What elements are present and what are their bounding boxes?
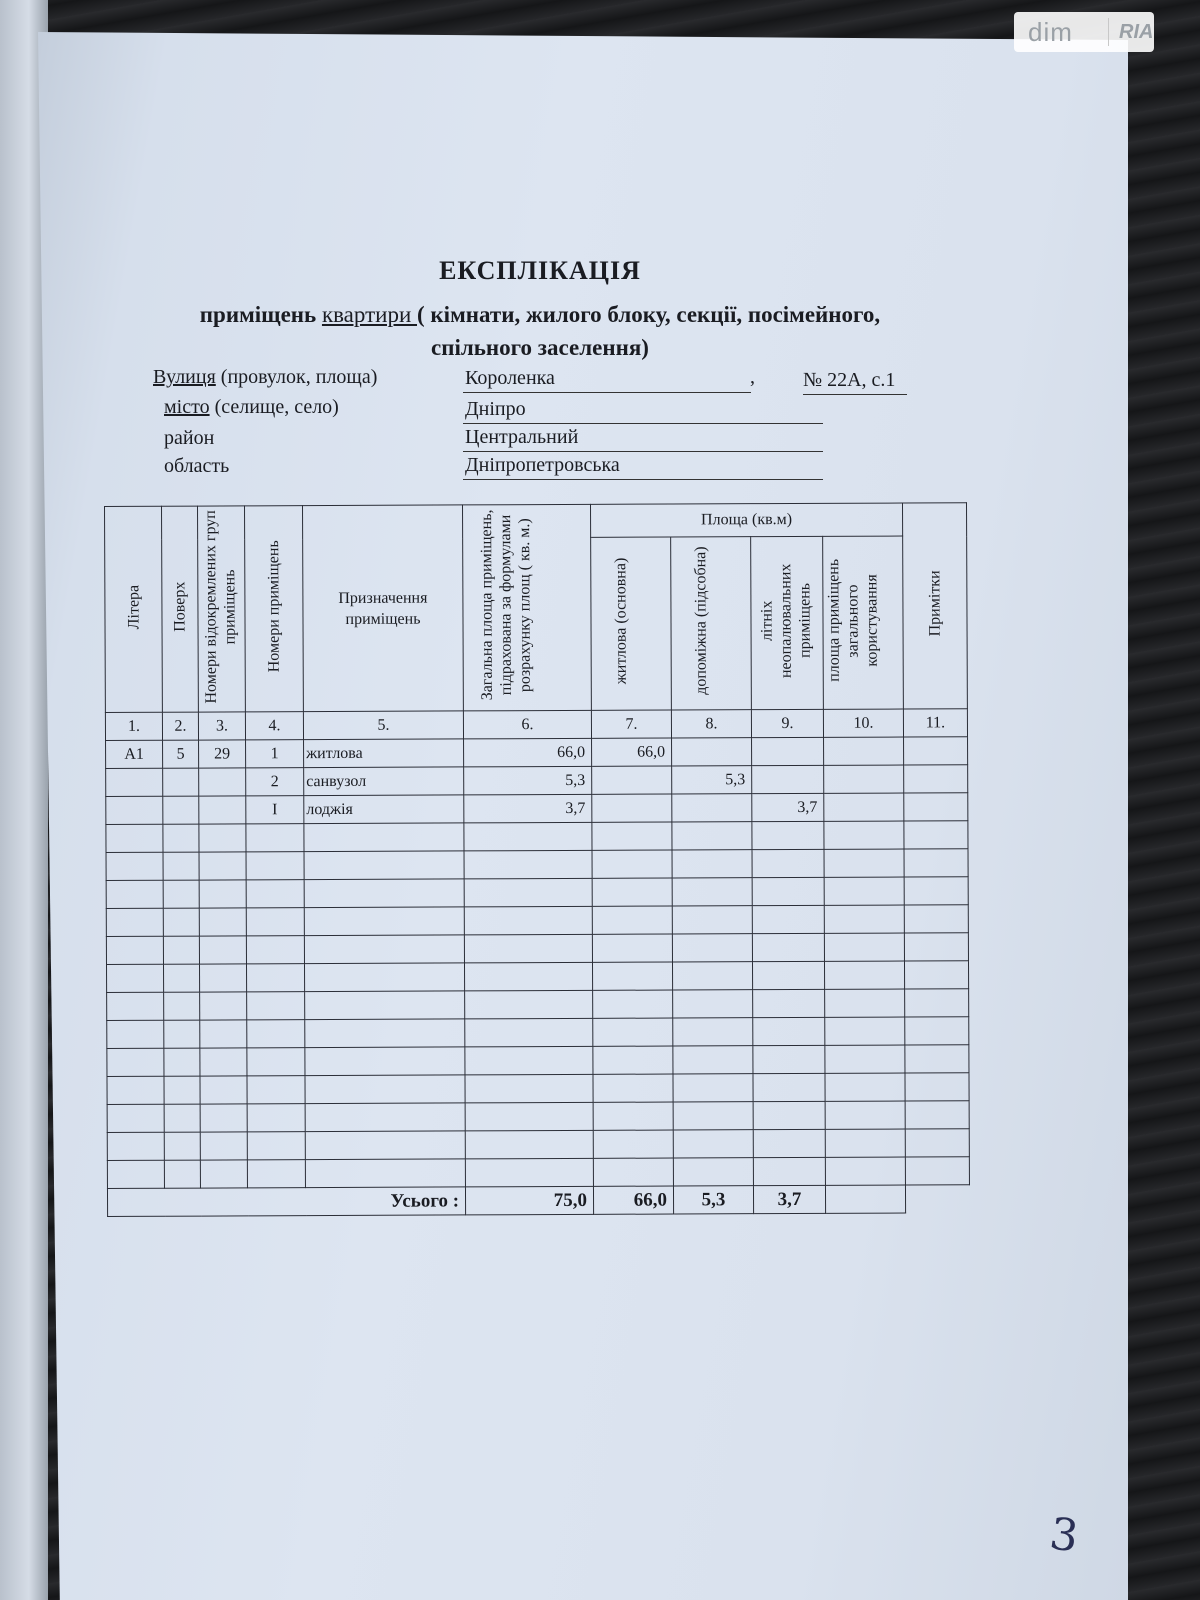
blank-cell — [199, 936, 246, 964]
blank-cell — [246, 964, 304, 992]
city-field: Дніпро — [463, 397, 823, 424]
blank-cell — [752, 933, 824, 961]
cell-purpose: житлова — [304, 739, 464, 768]
blank-cell — [593, 1102, 673, 1130]
blank-cell — [825, 1157, 905, 1185]
blank-cell — [593, 1074, 673, 1102]
total-empty — [905, 1185, 969, 1213]
cell-litera — [106, 768, 163, 796]
blank-cell — [163, 880, 199, 908]
blank-cell — [824, 933, 904, 961]
cell-purpose: лоджія — [304, 795, 464, 824]
blank-row — [107, 1073, 969, 1105]
blank-cell — [464, 822, 592, 851]
blank-cell — [904, 961, 968, 989]
blank-cell — [752, 877, 824, 905]
blank-cell — [164, 1160, 200, 1188]
blank-cell — [304, 963, 464, 992]
table-row — [106, 765, 968, 797]
blank-cell — [304, 935, 464, 964]
header-living: житлова (основна) — [591, 537, 672, 710]
blank-cell — [905, 1129, 969, 1157]
blank-cell — [107, 992, 164, 1020]
cell-aux — [672, 738, 752, 766]
blank-cell — [199, 824, 246, 852]
cell-notes — [904, 793, 968, 821]
blank-cell — [593, 1130, 673, 1158]
blank-cell — [752, 961, 824, 989]
blank-cell — [246, 824, 304, 852]
blank-cell — [304, 907, 464, 936]
blank-cell — [753, 989, 825, 1017]
blank-cell — [593, 1158, 673, 1186]
blank-cell — [904, 905, 968, 933]
blank-cell — [246, 936, 304, 964]
blank-cell — [752, 821, 824, 849]
table-row — [106, 737, 968, 769]
col-num: 5. — [303, 711, 463, 740]
blank-cell — [199, 852, 246, 880]
watermark-dim: dim — [1028, 16, 1073, 47]
blank-cell — [305, 1103, 465, 1132]
blank-cell — [106, 824, 163, 852]
header-litera: Літера — [105, 506, 163, 712]
blank-cell — [246, 908, 304, 936]
street-label-main: Вулиця — [153, 366, 216, 388]
blank-cell — [753, 1045, 825, 1073]
blank-cell — [106, 880, 163, 908]
blank-cell — [825, 1129, 905, 1157]
blank-cell — [593, 990, 673, 1018]
blank-cell — [824, 905, 904, 933]
blank-cell — [164, 992, 200, 1020]
blank-cell — [825, 1045, 905, 1073]
blank-cell — [305, 1047, 465, 1076]
blank-cell — [305, 1019, 465, 1048]
blank-cell — [305, 1159, 465, 1188]
col-num: 2. — [162, 712, 198, 740]
header-common: площа приміщень загального користування — [823, 536, 904, 709]
blank-cell — [107, 964, 164, 992]
cell-room: 1 — [246, 740, 304, 768]
blank-cell — [825, 1073, 905, 1101]
cell-common — [824, 793, 904, 821]
total-sum: 75,0 — [465, 1186, 593, 1215]
document-subtitle — [130, 298, 950, 364]
blank-row — [106, 849, 968, 881]
blank-cell — [673, 1102, 753, 1130]
blank-cell — [305, 991, 465, 1020]
blank-cell — [904, 877, 968, 905]
cell-purpose: санвузол — [304, 767, 464, 796]
blank-cell — [164, 1132, 200, 1160]
blank-cell — [753, 1101, 825, 1129]
blank-cell — [904, 933, 968, 961]
watermark-ria: RIA — [1119, 20, 1154, 43]
blank-cell — [199, 880, 246, 908]
cell-common — [824, 737, 904, 765]
col-num: 8. — [671, 710, 751, 738]
blank-cell — [825, 1101, 905, 1129]
blank-cell — [164, 964, 200, 992]
cell-litera: А1 — [106, 740, 163, 768]
blank-cell — [304, 851, 464, 880]
col-num: 10. — [823, 709, 903, 737]
blank-cell — [246, 852, 304, 880]
blank-cell — [199, 908, 246, 936]
page-number-handwritten: 3 — [1046, 1508, 1082, 1563]
subtitle-line1-rest: ( кімнати, жилого блоку, секції, посімейного, — [417, 302, 881, 327]
blank-cell — [247, 992, 305, 1020]
blank-cell — [305, 1075, 465, 1104]
blank-cell — [465, 1130, 593, 1159]
blank-row — [106, 933, 968, 965]
blank-cell — [753, 1017, 825, 1045]
blank-cell — [904, 821, 968, 849]
blank-cell — [905, 989, 969, 1017]
blank-cell — [200, 992, 247, 1020]
blank-row — [107, 989, 969, 1021]
blank-cell — [106, 936, 163, 964]
header-groups: Номери відокремлених груп приміщень — [198, 506, 246, 712]
header-notes: Примітки — [902, 503, 967, 709]
blank-cell — [199, 964, 246, 992]
blank-cell — [163, 852, 199, 880]
header-auxiliary: допоміжна (підсобна) — [671, 537, 752, 710]
blank-cell — [107, 1104, 164, 1132]
header-purpose: Призначення приміщень — [303, 505, 464, 712]
blank-cell — [673, 1074, 753, 1102]
blank-cell — [164, 1020, 200, 1048]
blank-cell — [672, 934, 752, 962]
blank-cell — [752, 849, 824, 877]
cell-total: 66,0 — [464, 738, 592, 767]
blank-cell — [825, 989, 905, 1017]
city-label-main: місто — [164, 396, 210, 418]
city-label — [164, 396, 339, 419]
blank-cell — [304, 823, 464, 852]
blank-row — [106, 821, 968, 853]
blank-cell — [107, 1048, 164, 1076]
blank-cell — [465, 990, 593, 1019]
col-num: 7. — [591, 710, 671, 738]
cell-notes — [904, 737, 968, 765]
blank-cell — [465, 1018, 593, 1047]
blank-cell — [247, 1076, 305, 1104]
cell-total: 3,7 — [464, 794, 592, 823]
blank-cell — [465, 1046, 593, 1075]
blank-cell — [247, 1048, 305, 1076]
blank-cell — [107, 1020, 164, 1048]
blank-row — [107, 1129, 969, 1161]
header-rooms: Номери приміщень — [245, 506, 304, 712]
cell-aux: 5,3 — [672, 766, 752, 794]
cell-total: 5,3 — [464, 766, 592, 795]
blank-cell — [464, 878, 592, 907]
blank-cell — [592, 878, 672, 906]
blank-cell — [753, 1129, 825, 1157]
blank-cell — [593, 1018, 673, 1046]
cell-room: 2 — [246, 768, 304, 796]
city-label-rest: (селище, село) — [209, 396, 339, 418]
blank-cell — [592, 934, 672, 962]
blank-cell — [464, 962, 592, 991]
blank-cell — [200, 1076, 247, 1104]
cell-group: 29 — [199, 740, 246, 768]
blank-cell — [247, 1104, 305, 1132]
total-summer: 3,7 — [753, 1185, 825, 1213]
total-aux: 5,3 — [673, 1186, 753, 1214]
street-field: Короленка — [463, 366, 751, 393]
column-numbers-row — [105, 709, 967, 741]
blank-cell — [673, 1018, 753, 1046]
blank-cell — [247, 1020, 305, 1048]
blank-cell — [247, 1132, 305, 1160]
cell-group — [199, 768, 246, 796]
blank-cell — [200, 1104, 247, 1132]
blank-cell — [246, 880, 304, 908]
blank-cell — [673, 990, 753, 1018]
district-field: Центральний — [463, 425, 823, 452]
blank-cell — [753, 1157, 825, 1185]
total-row — [107, 1185, 969, 1217]
col-num: 3. — [198, 712, 245, 740]
col-num: 9. — [751, 709, 823, 737]
blank-cell — [824, 821, 904, 849]
blank-cell — [672, 822, 752, 850]
document-title: ЕКСПЛІКАЦІЯ — [439, 256, 641, 285]
blank-cell — [305, 1131, 465, 1160]
blank-cell — [163, 936, 199, 964]
blank-cell — [163, 908, 199, 936]
blank-cell — [107, 1132, 164, 1160]
blank-cell — [164, 1076, 200, 1104]
blank-cell — [592, 822, 672, 850]
blank-cell — [107, 1076, 164, 1104]
blank-cell — [672, 850, 752, 878]
blank-cell — [673, 1158, 753, 1186]
cell-group — [199, 796, 246, 824]
col-num: 4. — [245, 712, 303, 740]
blank-cell — [824, 961, 904, 989]
blank-cell — [905, 1045, 969, 1073]
blank-cell — [106, 852, 163, 880]
blank-cell — [905, 1017, 969, 1045]
blank-cell — [592, 962, 672, 990]
header-floor: Поверх — [162, 506, 199, 712]
subtitle-line2: спільного заселення) — [431, 335, 649, 360]
cell-living — [592, 794, 672, 822]
blank-cell — [464, 934, 592, 963]
blank-cell — [904, 849, 968, 877]
subtitle-underlined: квартири — [321, 302, 418, 327]
header-summer: літніх неопалювальних приміщень — [751, 537, 824, 710]
blank-cell — [752, 905, 824, 933]
header-total-area: Загальна площа приміщень, підрахована за формулами розрахунку площ ( кв. м.) — [462, 504, 591, 711]
blank-cell — [905, 1073, 969, 1101]
blank-cell — [465, 1158, 593, 1187]
cell-summer: 3,7 — [752, 793, 824, 821]
cell-litera — [106, 796, 163, 824]
total-label: Усього : — [107, 1187, 465, 1217]
header-area-group: Площа (кв.м) — [590, 503, 902, 538]
cell-floor: 5 — [163, 740, 199, 768]
blank-cell — [247, 1160, 305, 1188]
blank-cell — [905, 1157, 969, 1185]
cell-aux — [672, 794, 752, 822]
blank-cell — [673, 1046, 753, 1074]
blank-cell — [824, 877, 904, 905]
blank-cell — [465, 1102, 593, 1131]
street-label — [153, 366, 377, 389]
blank-row — [106, 877, 968, 909]
cell-living: 66,0 — [592, 738, 672, 766]
street-comma: , — [750, 366, 755, 388]
district-label: район — [164, 427, 215, 449]
blank-cell — [592, 850, 672, 878]
blank-row — [107, 1017, 969, 1049]
blank-row — [107, 1101, 969, 1133]
blank-row — [107, 1045, 969, 1077]
blank-cell — [824, 849, 904, 877]
header-row-top — [105, 503, 967, 540]
region-label: область — [164, 455, 230, 477]
explication-table-wrap — [104, 502, 970, 1217]
blank-cell — [304, 879, 464, 908]
blank-row — [106, 905, 968, 937]
blank-cell — [106, 908, 163, 936]
blank-cell — [465, 1074, 593, 1103]
blank-cell — [200, 1132, 247, 1160]
blank-row — [107, 961, 969, 993]
cell-summer — [752, 737, 824, 765]
cell-living — [592, 766, 672, 794]
blank-cell — [200, 1048, 247, 1076]
col-num: 11. — [903, 709, 967, 737]
blank-cell — [200, 1020, 247, 1048]
table-row — [106, 793, 968, 825]
blank-cell — [164, 1104, 200, 1132]
cell-common — [824, 765, 904, 793]
blank-cell — [164, 1048, 200, 1076]
subtitle-prefix: приміщень — [199, 302, 317, 327]
blank-cell — [825, 1017, 905, 1045]
cell-notes — [904, 765, 968, 793]
blank-rows — [106, 821, 970, 1189]
blank-cell — [163, 824, 199, 852]
total-common — [825, 1185, 905, 1213]
cell-summer — [752, 765, 824, 793]
blank-cell — [464, 850, 592, 879]
cell-floor — [163, 796, 199, 824]
blank-cell — [672, 906, 752, 934]
blank-cell — [464, 906, 592, 935]
street-label-rest: (провулок, площа) — [215, 366, 378, 388]
cell-room: I — [246, 796, 304, 824]
col-num: 1. — [105, 712, 162, 740]
explication-table — [104, 502, 970, 1217]
total-living: 66,0 — [593, 1186, 673, 1214]
blank-cell — [905, 1101, 969, 1129]
blank-cell — [107, 1160, 164, 1188]
col-num: 6. — [463, 710, 591, 739]
blank-cell — [672, 962, 752, 990]
blank-cell — [593, 1046, 673, 1074]
blank-cell — [592, 906, 672, 934]
blank-cell — [673, 1130, 753, 1158]
cell-floor — [163, 768, 199, 796]
blank-cell — [200, 1160, 247, 1188]
blank-cell — [672, 878, 752, 906]
blank-row — [107, 1157, 969, 1189]
blank-cell — [753, 1073, 825, 1101]
region-field: Дніпропетровська — [463, 453, 823, 480]
house-number-field: № 22А, с.1 — [803, 368, 907, 395]
